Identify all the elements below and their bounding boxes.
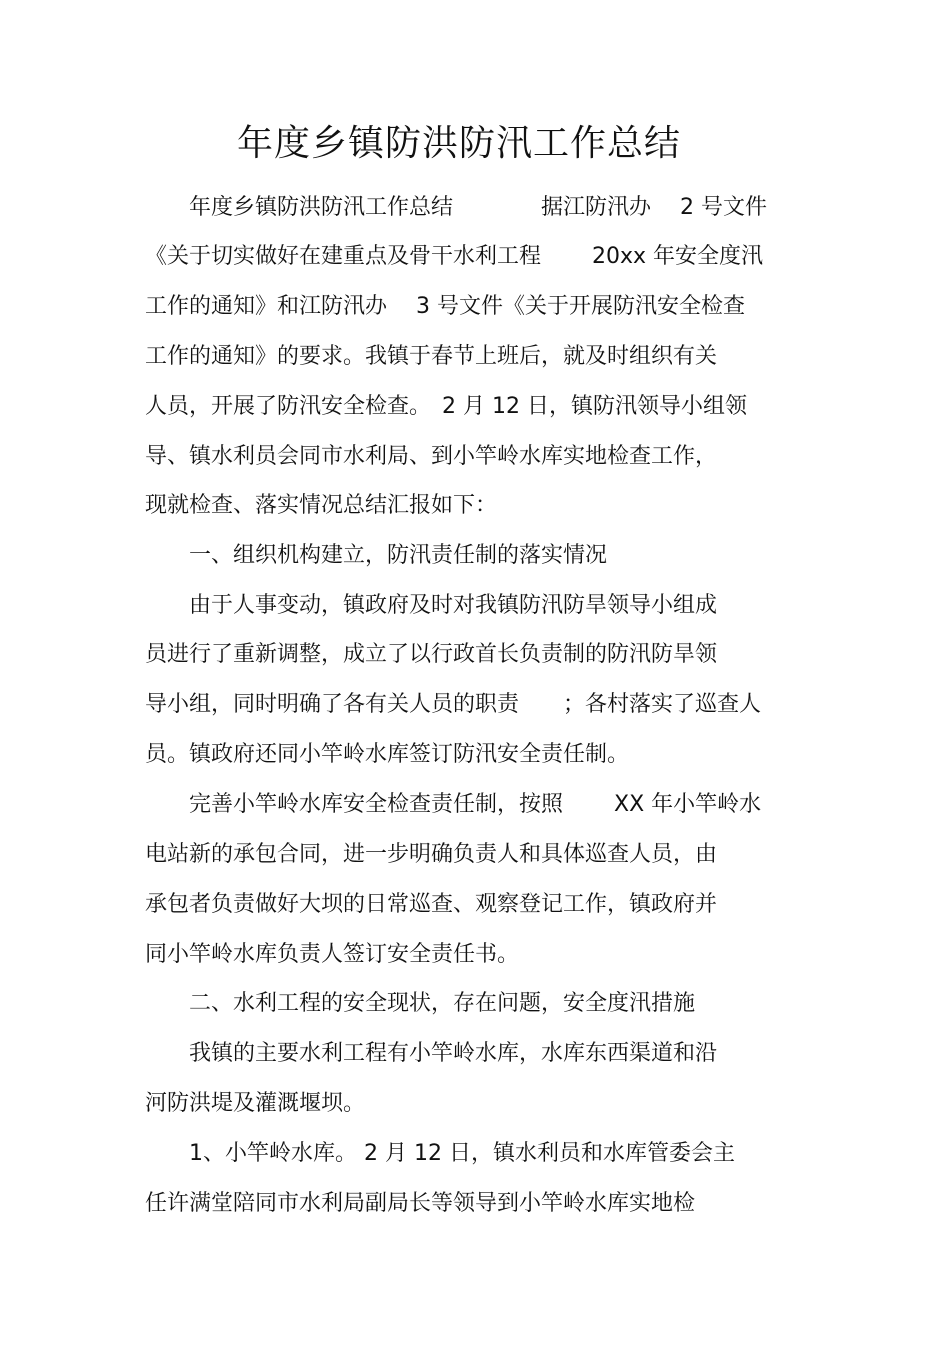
section-heading-2: 二、水利工程的安全现状，存在问题，安全度汛措施 [145,991,696,1016]
body-line-7: 现就检查、落实情况总结汇报如下： [145,493,498,518]
body-line-4: 工作的通知》的要求。我镇于春节上班后，就及时组织有关 [145,344,718,369]
body-line-20: 1、小竿岭水库。 2 月 12 日，镇水利员和水库管委会主 [145,1141,735,1166]
body-line-11: 导小组，同时明确了各有关人员的职责 ；各村落实了巡查人 [145,692,762,717]
body-line-16: 同小竿岭水库负责人签订安全责任书。 [145,942,520,967]
body-line-13: 完善小竿岭水库安全检查责任制，按照 XX 年小竿岭水 [145,792,762,817]
section-heading-1: 一、组织机构建立，防汛责任制的落实情况 [145,543,608,568]
body-line-5: 人员，开展了防汛安全检查。 2 月 12 日，镇防汛领导小组领 [145,394,747,419]
body-line-15: 承包者负责做好大坝的日常巡查、观察登记工作，镇政府并 [145,892,718,917]
page-title: 年度乡镇防洪防汛工作总结 [236,123,681,164]
body-line-18: 我镇的主要水利工程有小竿岭水库，水库东西渠道和沿 [145,1041,718,1066]
body-line-1: 年度乡镇防洪防汛工作总结 据江防汛办 2 号文件 [145,195,767,220]
body-line-10: 员进行了重新调整，成立了以行政首长负责制的防汛防旱领 [145,642,718,667]
body-line-3: 工作的通知》和江防汛办 3 号文件《关于开展防汛安全检查 [145,294,745,319]
body-line-12: 员。镇政府还同小竿岭水库签订防汛安全责任制。 [145,742,630,767]
body-line-9: 由于人事变动，镇政府及时对我镇防汛防旱领导小组成 [145,593,718,618]
body-line-19: 河防洪堤及灌溉堰坝。 [145,1091,366,1116]
body-line-14: 电站新的承包合同，进一步明确负责人和具体巡查人员，由 [145,842,718,867]
body-line-6: 导、镇水利员会同市水利局、到小竿岭水库实地检查工作， [145,444,718,469]
body-line-2: 《关于切实做好在建重点及骨干水利工程 20xx 年安全度汛 [145,244,764,269]
body-line-21: 任许满堂陪同市水利局副局长等领导到小竿岭水库实地检 [145,1191,696,1216]
